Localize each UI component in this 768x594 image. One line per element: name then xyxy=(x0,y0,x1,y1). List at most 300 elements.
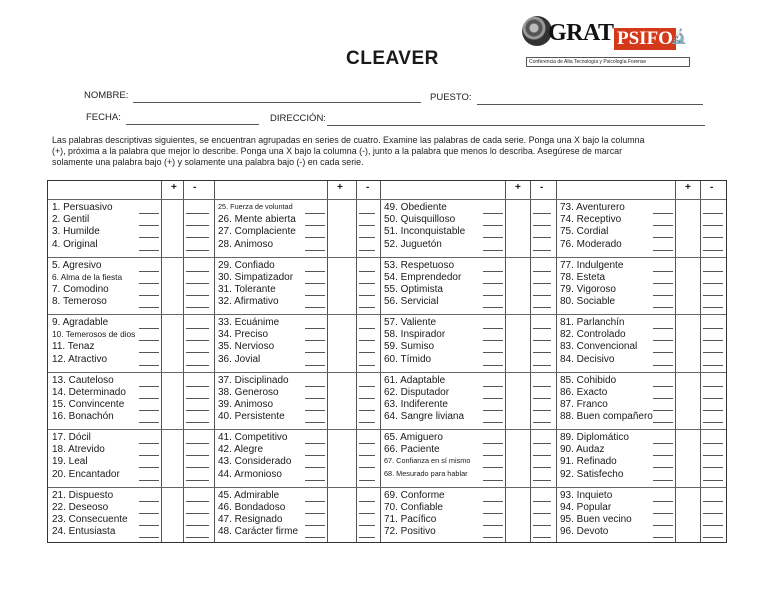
minus-mark-blank[interactable] xyxy=(703,213,723,214)
minus-mark-blank[interactable] xyxy=(186,237,209,238)
minus-header: - xyxy=(540,182,544,193)
plus-mark-blank[interactable] xyxy=(305,340,325,341)
plus-mark-blank[interactable] xyxy=(483,271,503,272)
minus-mark-blank[interactable] xyxy=(186,410,209,411)
plus-mark-blank[interactable] xyxy=(483,480,503,481)
word-option: 65. Amiguero xyxy=(384,432,443,443)
minus-mark-blank[interactable] xyxy=(533,352,551,353)
plus-mark-blank[interactable] xyxy=(139,237,159,238)
minus-mark-blank[interactable] xyxy=(359,537,375,538)
plus-mark-blank[interactable] xyxy=(483,328,503,329)
minus-mark-blank[interactable] xyxy=(533,250,551,251)
column-divider xyxy=(556,181,557,542)
plus-mark-blank[interactable] xyxy=(305,250,325,251)
minus-mark-blank[interactable] xyxy=(186,398,209,399)
word-option: 51. Inconquistable xyxy=(384,226,466,238)
minus-mark-blank[interactable] xyxy=(533,410,551,411)
word-option: 14. Determinado xyxy=(52,386,126,398)
minus-mark-blank[interactable] xyxy=(703,340,723,341)
minus-mark-blank[interactable] xyxy=(533,283,551,284)
plus-mark-blank[interactable] xyxy=(653,455,673,456)
minus-mark-blank[interactable] xyxy=(703,307,723,308)
word-option: 73. Aventurero xyxy=(560,202,625,213)
word-option: 76. Moderado xyxy=(560,238,622,250)
minus-mark-blank[interactable] xyxy=(703,410,723,411)
plus-mark-blank[interactable] xyxy=(305,480,325,481)
word-option: 34. Preciso xyxy=(218,329,269,341)
plus-mark-blank[interactable] xyxy=(139,501,159,502)
plus-header: + xyxy=(171,182,177,193)
word-option: 16. Bonachón xyxy=(52,411,114,423)
plus-mark-blank[interactable] xyxy=(139,352,159,353)
minus-mark-blank[interactable] xyxy=(703,328,723,329)
minus-column-divider xyxy=(183,181,184,542)
minus-mark-blank[interactable] xyxy=(533,513,551,514)
word-option: 88. Buen compañero xyxy=(560,411,653,423)
plus-mark-blank[interactable] xyxy=(139,513,159,514)
plus-mark-blank[interactable] xyxy=(483,295,503,296)
word-option: 87. Franco xyxy=(560,398,608,410)
minus-mark-blank[interactable] xyxy=(186,480,209,481)
word-option: 42. Alegre xyxy=(218,444,264,456)
minus-mark-blank[interactable] xyxy=(186,513,209,514)
plus-mark-blank[interactable] xyxy=(305,283,325,284)
minus-mark-blank[interactable] xyxy=(359,295,375,296)
word-option: 24. Entusiasta xyxy=(52,526,116,538)
group-separator xyxy=(48,314,726,315)
plus-mark-blank[interactable] xyxy=(653,307,673,308)
word-option: 82. Controlado xyxy=(560,329,626,341)
minus-mark-blank[interactable] xyxy=(703,271,723,272)
plus-mark-blank[interactable] xyxy=(305,443,325,444)
minus-mark-blank[interactable] xyxy=(359,271,375,272)
word-option: 57. Valiente xyxy=(384,317,437,328)
plus-mark-blank[interactable] xyxy=(139,386,159,387)
plus-mark-blank[interactable] xyxy=(483,352,503,353)
plus-header: + xyxy=(337,182,343,193)
minus-mark-blank[interactable] xyxy=(703,455,723,456)
plus-header: + xyxy=(515,182,521,193)
minus-mark-blank[interactable] xyxy=(186,225,209,226)
word-option: 10. Temerosos de dios xyxy=(52,329,136,340)
plus-mark-blank[interactable] xyxy=(653,480,673,481)
minus-mark-blank[interactable] xyxy=(703,422,723,423)
minus-mark-blank[interactable] xyxy=(703,467,723,468)
plus-mark-blank[interactable] xyxy=(305,386,325,387)
minus-mark-blank[interactable] xyxy=(703,295,723,296)
minus-mark-blank[interactable] xyxy=(533,398,551,399)
plus-mark-blank[interactable] xyxy=(483,443,503,444)
plus-mark-blank[interactable] xyxy=(483,501,503,502)
plus-mark-blank[interactable] xyxy=(139,455,159,456)
plus-mark-blank[interactable] xyxy=(305,271,325,272)
plus-mark-blank[interactable] xyxy=(483,365,503,366)
minus-mark-blank[interactable] xyxy=(359,386,375,387)
word-option: 17. Dócil xyxy=(52,432,91,443)
plus-mark-blank[interactable] xyxy=(139,213,159,214)
word-option: 85. Cohibido xyxy=(560,374,617,386)
plus-mark-blank[interactable] xyxy=(139,537,159,538)
plus-mark-blank[interactable] xyxy=(139,225,159,226)
minus-mark-blank[interactable] xyxy=(359,283,375,284)
plus-mark-blank[interactable] xyxy=(305,213,325,214)
word-option: 84. Decisivo xyxy=(560,353,615,365)
minus-mark-blank[interactable] xyxy=(703,283,723,284)
minus-mark-blank[interactable] xyxy=(186,328,209,329)
minus-mark-blank[interactable] xyxy=(533,422,551,423)
plus-mark-blank[interactable] xyxy=(305,422,325,423)
minus-mark-blank[interactable] xyxy=(359,398,375,399)
plus-mark-blank[interactable] xyxy=(139,295,159,296)
plus-mark-blank[interactable] xyxy=(305,513,325,514)
plus-mark-blank[interactable] xyxy=(305,328,325,329)
minus-mark-blank[interactable] xyxy=(359,513,375,514)
word-option: 74. Receptivo xyxy=(560,214,622,226)
word-option: 32. Afirmativo xyxy=(218,296,279,308)
plus-mark-blank[interactable] xyxy=(139,410,159,411)
minus-header: - xyxy=(366,182,370,193)
gratpsifo-logo xyxy=(522,14,687,70)
plus-mark-blank[interactable] xyxy=(139,422,159,423)
minus-mark-blank[interactable] xyxy=(359,340,375,341)
minus-mark-blank[interactable] xyxy=(703,237,723,238)
puesto-field[interactable] xyxy=(477,104,703,105)
minus-mark-blank[interactable] xyxy=(703,480,723,481)
plus-mark-blank[interactable] xyxy=(305,307,325,308)
plus-mark-blank[interactable] xyxy=(139,398,159,399)
word-option: 12. Atractivo xyxy=(52,353,108,365)
word-option: 7. Comodino xyxy=(52,283,109,295)
instructions-line: solamente una palabra bajo (+) y solamente una palabra bajo (-) en cada serie. xyxy=(52,157,364,168)
minus-mark-blank[interactable] xyxy=(703,386,723,387)
minus-mark-blank[interactable] xyxy=(533,295,551,296)
plus-mark-blank[interactable] xyxy=(483,525,503,526)
plus-mark-blank[interactable] xyxy=(653,422,673,423)
plus-mark-blank[interactable] xyxy=(305,398,325,399)
minus-header: - xyxy=(193,182,197,193)
word-option: 53. Respetuoso xyxy=(384,259,455,271)
minus-mark-blank[interactable] xyxy=(359,443,375,444)
word-option: 20. Encantador xyxy=(52,468,120,480)
word-option: 94. Popular xyxy=(560,501,612,513)
minus-mark-blank[interactable] xyxy=(703,537,723,538)
minus-mark-blank[interactable] xyxy=(359,455,375,456)
minus-mark-blank[interactable] xyxy=(186,386,209,387)
minus-mark-blank[interactable] xyxy=(703,365,723,366)
instructions-line: (+), próxima a la palabra que mejor lo describe. Ponga una X bajo la columna (-), junto a la palabra que menos lo describa. Asegúrese de marcar xyxy=(52,146,623,157)
plus-mark-blank[interactable] xyxy=(139,340,159,341)
word-option: 75. Cordial xyxy=(560,226,609,238)
word-option: 28. Animoso xyxy=(218,238,274,250)
minus-mark-blank[interactable] xyxy=(186,213,209,214)
minus-mark-blank[interactable] xyxy=(186,422,209,423)
minus-mark-blank[interactable] xyxy=(533,328,551,329)
plus-mark-blank[interactable] xyxy=(483,307,503,308)
plus-mark-blank[interactable] xyxy=(139,250,159,251)
word-option: 13. Cauteloso xyxy=(52,374,114,386)
word-option: 61. Adaptable xyxy=(384,374,446,386)
word-option: 15. Convincente xyxy=(52,398,125,410)
plus-mark-blank[interactable] xyxy=(653,295,673,296)
word-option: 19. Leal xyxy=(52,456,88,468)
word-option: 81. Parlanchín xyxy=(560,317,625,328)
minus-mark-blank[interactable] xyxy=(533,386,551,387)
minus-mark-blank[interactable] xyxy=(533,340,551,341)
word-option: 59. Sumiso xyxy=(384,341,435,353)
plus-mark-blank[interactable] xyxy=(305,352,325,353)
minus-mark-blank[interactable] xyxy=(186,250,209,251)
plus-mark-blank[interactable] xyxy=(139,443,159,444)
minus-mark-blank[interactable] xyxy=(186,307,209,308)
minus-mark-blank[interactable] xyxy=(186,443,209,444)
word-option: 22. Deseoso xyxy=(52,501,109,513)
minus-mark-blank[interactable] xyxy=(359,225,375,226)
word-option: 41. Competitivo xyxy=(218,432,288,443)
plus-mark-blank[interactable] xyxy=(483,386,503,387)
plus-mark-blank[interactable] xyxy=(653,237,673,238)
minus-mark-blank[interactable] xyxy=(359,328,375,329)
word-option: 63. Indiferente xyxy=(384,398,448,410)
plus-mark-blank[interactable] xyxy=(653,501,673,502)
minus-mark-blank[interactable] xyxy=(359,365,375,366)
minus-mark-blank[interactable] xyxy=(359,352,375,353)
word-option: 37. Disciplinado xyxy=(218,374,289,386)
logo-text-psifo: PSIFO xyxy=(614,28,676,50)
word-option: 78. Esteta xyxy=(560,271,606,283)
plus-mark-blank[interactable] xyxy=(653,283,673,284)
minus-mark-blank[interactable] xyxy=(359,250,375,251)
plus-mark-blank[interactable] xyxy=(653,250,673,251)
word-option: 91. Refinado xyxy=(560,456,617,468)
plus-mark-blank[interactable] xyxy=(483,283,503,284)
word-option: 95. Buen vecino xyxy=(560,513,632,525)
minus-mark-blank[interactable] xyxy=(703,443,723,444)
word-option: 26. Mente abierta xyxy=(218,214,296,226)
plus-mark-blank[interactable] xyxy=(483,237,503,238)
word-option: 40. Persistente xyxy=(218,411,285,423)
minus-mark-blank[interactable] xyxy=(533,480,551,481)
plus-mark-blank[interactable] xyxy=(305,537,325,538)
minus-mark-blank[interactable] xyxy=(359,237,375,238)
plus-mark-blank[interactable] xyxy=(305,501,325,502)
minus-mark-blank[interactable] xyxy=(533,501,551,502)
minus-mark-blank[interactable] xyxy=(186,537,209,538)
minus-mark-blank[interactable] xyxy=(359,213,375,214)
minus-mark-blank[interactable] xyxy=(533,271,551,272)
plus-mark-blank[interactable] xyxy=(139,480,159,481)
minus-mark-blank[interactable] xyxy=(533,213,551,214)
word-option: 1. Persuasivo xyxy=(52,202,113,213)
word-option: 29. Confiado xyxy=(218,259,275,271)
minus-mark-blank[interactable] xyxy=(359,422,375,423)
minus-mark-blank[interactable] xyxy=(359,525,375,526)
minus-mark-blank[interactable] xyxy=(359,410,375,411)
plus-mark-blank[interactable] xyxy=(483,513,503,514)
word-option: 27. Complaciente xyxy=(218,226,296,238)
minus-mark-blank[interactable] xyxy=(186,501,209,502)
minus-mark-blank[interactable] xyxy=(703,225,723,226)
plus-column-divider xyxy=(161,181,162,542)
word-option: 48. Carácter firme xyxy=(218,526,299,538)
minus-mark-blank[interactable] xyxy=(359,501,375,502)
word-option: 45. Admirable xyxy=(218,489,280,501)
word-option: 25. Fuerza de voluntad xyxy=(218,202,293,211)
plus-mark-blank[interactable] xyxy=(483,537,503,538)
word-option: 60. Tímido xyxy=(384,353,432,365)
word-option: 11. Tenaz xyxy=(52,341,95,353)
word-option: 9. Agradable xyxy=(52,317,109,328)
minus-mark-blank[interactable] xyxy=(533,307,551,308)
plus-mark-blank[interactable] xyxy=(653,537,673,538)
direccion-field[interactable] xyxy=(327,125,705,126)
minus-mark-blank[interactable] xyxy=(533,225,551,226)
minus-mark-blank[interactable] xyxy=(703,398,723,399)
minus-mark-blank[interactable] xyxy=(533,443,551,444)
nombre-label: NOMBRE: xyxy=(84,90,129,101)
plus-mark-blank[interactable] xyxy=(483,250,503,251)
plus-mark-blank[interactable] xyxy=(483,467,503,468)
word-option: 93. Inquieto xyxy=(560,489,613,501)
group-separator xyxy=(48,487,726,488)
minus-header: - xyxy=(710,182,714,193)
minus-mark-blank[interactable] xyxy=(186,340,209,341)
minus-mark-blank[interactable] xyxy=(186,365,209,366)
plus-mark-blank[interactable] xyxy=(305,237,325,238)
word-option: 31. Tolerante xyxy=(218,283,276,295)
plus-mark-blank[interactable] xyxy=(653,340,673,341)
minus-mark-blank[interactable] xyxy=(703,513,723,514)
plus-mark-blank[interactable] xyxy=(305,365,325,366)
form-title: CLEAVER xyxy=(346,48,439,69)
plus-mark-blank[interactable] xyxy=(139,467,159,468)
word-option: 23. Consecuente xyxy=(52,513,128,525)
plus-mark-blank[interactable] xyxy=(483,398,503,399)
plus-mark-blank[interactable] xyxy=(653,513,673,514)
plus-mark-blank[interactable] xyxy=(653,467,673,468)
minus-mark-blank[interactable] xyxy=(533,237,551,238)
word-option: 79. Vigoroso xyxy=(560,283,616,295)
word-option: 64. Sangre liviana xyxy=(384,411,465,423)
minus-column-divider xyxy=(530,181,531,542)
word-option: 58. Inspirador xyxy=(384,329,446,341)
word-option: 83. Convencional xyxy=(560,341,638,353)
plus-mark-blank[interactable] xyxy=(653,443,673,444)
minus-mark-blank[interactable] xyxy=(533,537,551,538)
microscope-icon: 🔬 xyxy=(670,28,688,44)
plus-mark-blank[interactable] xyxy=(483,410,503,411)
plus-mark-blank[interactable] xyxy=(305,410,325,411)
word-option: 18. Atrevido xyxy=(52,444,105,456)
puesto-label: PUESTO: xyxy=(430,92,472,103)
plus-mark-blank[interactable] xyxy=(483,213,503,214)
plus-mark-blank[interactable] xyxy=(305,295,325,296)
minus-mark-blank[interactable] xyxy=(186,271,209,272)
minus-mark-blank[interactable] xyxy=(359,480,375,481)
minus-mark-blank[interactable] xyxy=(186,525,209,526)
column-divider xyxy=(214,181,215,542)
fecha-field[interactable] xyxy=(126,124,259,125)
plus-mark-blank[interactable] xyxy=(139,365,159,366)
word-option: 62. Disputador xyxy=(384,386,450,398)
plus-mark-blank[interactable] xyxy=(483,225,503,226)
minus-mark-blank[interactable] xyxy=(533,525,551,526)
plus-mark-blank[interactable] xyxy=(653,328,673,329)
minus-mark-blank[interactable] xyxy=(359,467,375,468)
plus-mark-blank[interactable] xyxy=(483,340,503,341)
word-option: 77. Indulgente xyxy=(560,259,624,271)
group-separator xyxy=(48,199,726,200)
minus-mark-blank[interactable] xyxy=(186,295,209,296)
word-option: 21. Dispuesto xyxy=(52,489,114,501)
plus-mark-blank[interactable] xyxy=(305,525,325,526)
plus-mark-blank[interactable] xyxy=(653,225,673,226)
word-option: 96. Devoto xyxy=(560,526,609,538)
minus-mark-blank[interactable] xyxy=(186,352,209,353)
word-selection-table xyxy=(47,180,727,543)
minus-mark-blank[interactable] xyxy=(186,283,209,284)
minus-mark-blank[interactable] xyxy=(533,455,551,456)
instructions-line: Las palabras descriptivas siguientes, se encuentran agrupadas en series de cuatro. Examine las palabras de cada serie. Ponga una X bajo la columna xyxy=(52,135,645,145)
plus-mark-blank[interactable] xyxy=(305,225,325,226)
word-option: 43. Considerado xyxy=(218,456,292,468)
logo-tagline: Conferencia de Alta Tecnología y Psicología Forense xyxy=(526,57,690,67)
plus-mark-blank[interactable] xyxy=(305,455,325,456)
plus-mark-blank[interactable] xyxy=(483,455,503,456)
group-separator xyxy=(48,257,726,258)
plus-mark-blank[interactable] xyxy=(653,365,673,366)
minus-mark-blank[interactable] xyxy=(703,352,723,353)
plus-mark-blank[interactable] xyxy=(653,386,673,387)
plus-mark-blank[interactable] xyxy=(653,410,673,411)
word-option: 4. Original xyxy=(52,238,98,250)
word-option: 44. Armonioso xyxy=(218,468,282,480)
plus-mark-blank[interactable] xyxy=(139,307,159,308)
plus-mark-blank[interactable] xyxy=(653,525,673,526)
plus-mark-blank[interactable] xyxy=(139,271,159,272)
minus-mark-blank[interactable] xyxy=(186,455,209,456)
word-option: 38. Generoso xyxy=(218,386,279,398)
plus-mark-blank[interactable] xyxy=(653,398,673,399)
plus-column-divider xyxy=(327,181,328,542)
plus-mark-blank[interactable] xyxy=(653,213,673,214)
word-option: 92. Satisfecho xyxy=(560,468,624,480)
minus-mark-blank[interactable] xyxy=(703,525,723,526)
minus-mark-blank[interactable] xyxy=(533,365,551,366)
minus-mark-blank[interactable] xyxy=(359,307,375,308)
word-option: 71. Pacífico xyxy=(384,513,437,525)
minus-mark-blank[interactable] xyxy=(533,467,551,468)
word-option: 70. Confiable xyxy=(384,501,443,513)
minus-mark-blank[interactable] xyxy=(703,501,723,502)
nombre-field[interactable] xyxy=(133,102,421,103)
minus-mark-blank[interactable] xyxy=(703,250,723,251)
plus-mark-blank[interactable] xyxy=(305,467,325,468)
plus-mark-blank[interactable] xyxy=(139,328,159,329)
plus-column-divider xyxy=(675,181,676,542)
word-option: 49. Obediente xyxy=(384,202,447,213)
word-option: 55. Optimista xyxy=(384,283,443,295)
word-option: 2. Gentil xyxy=(52,214,90,226)
plus-mark-blank[interactable] xyxy=(483,422,503,423)
plus-mark-blank[interactable] xyxy=(653,352,673,353)
word-option: 46. Bondadoso xyxy=(218,501,286,513)
plus-mark-blank[interactable] xyxy=(139,283,159,284)
word-option: 66. Paciente xyxy=(384,444,440,456)
minus-mark-blank[interactable] xyxy=(186,467,209,468)
plus-mark-blank[interactable] xyxy=(653,271,673,272)
minus-column-divider xyxy=(700,181,701,542)
plus-mark-blank[interactable] xyxy=(139,525,159,526)
